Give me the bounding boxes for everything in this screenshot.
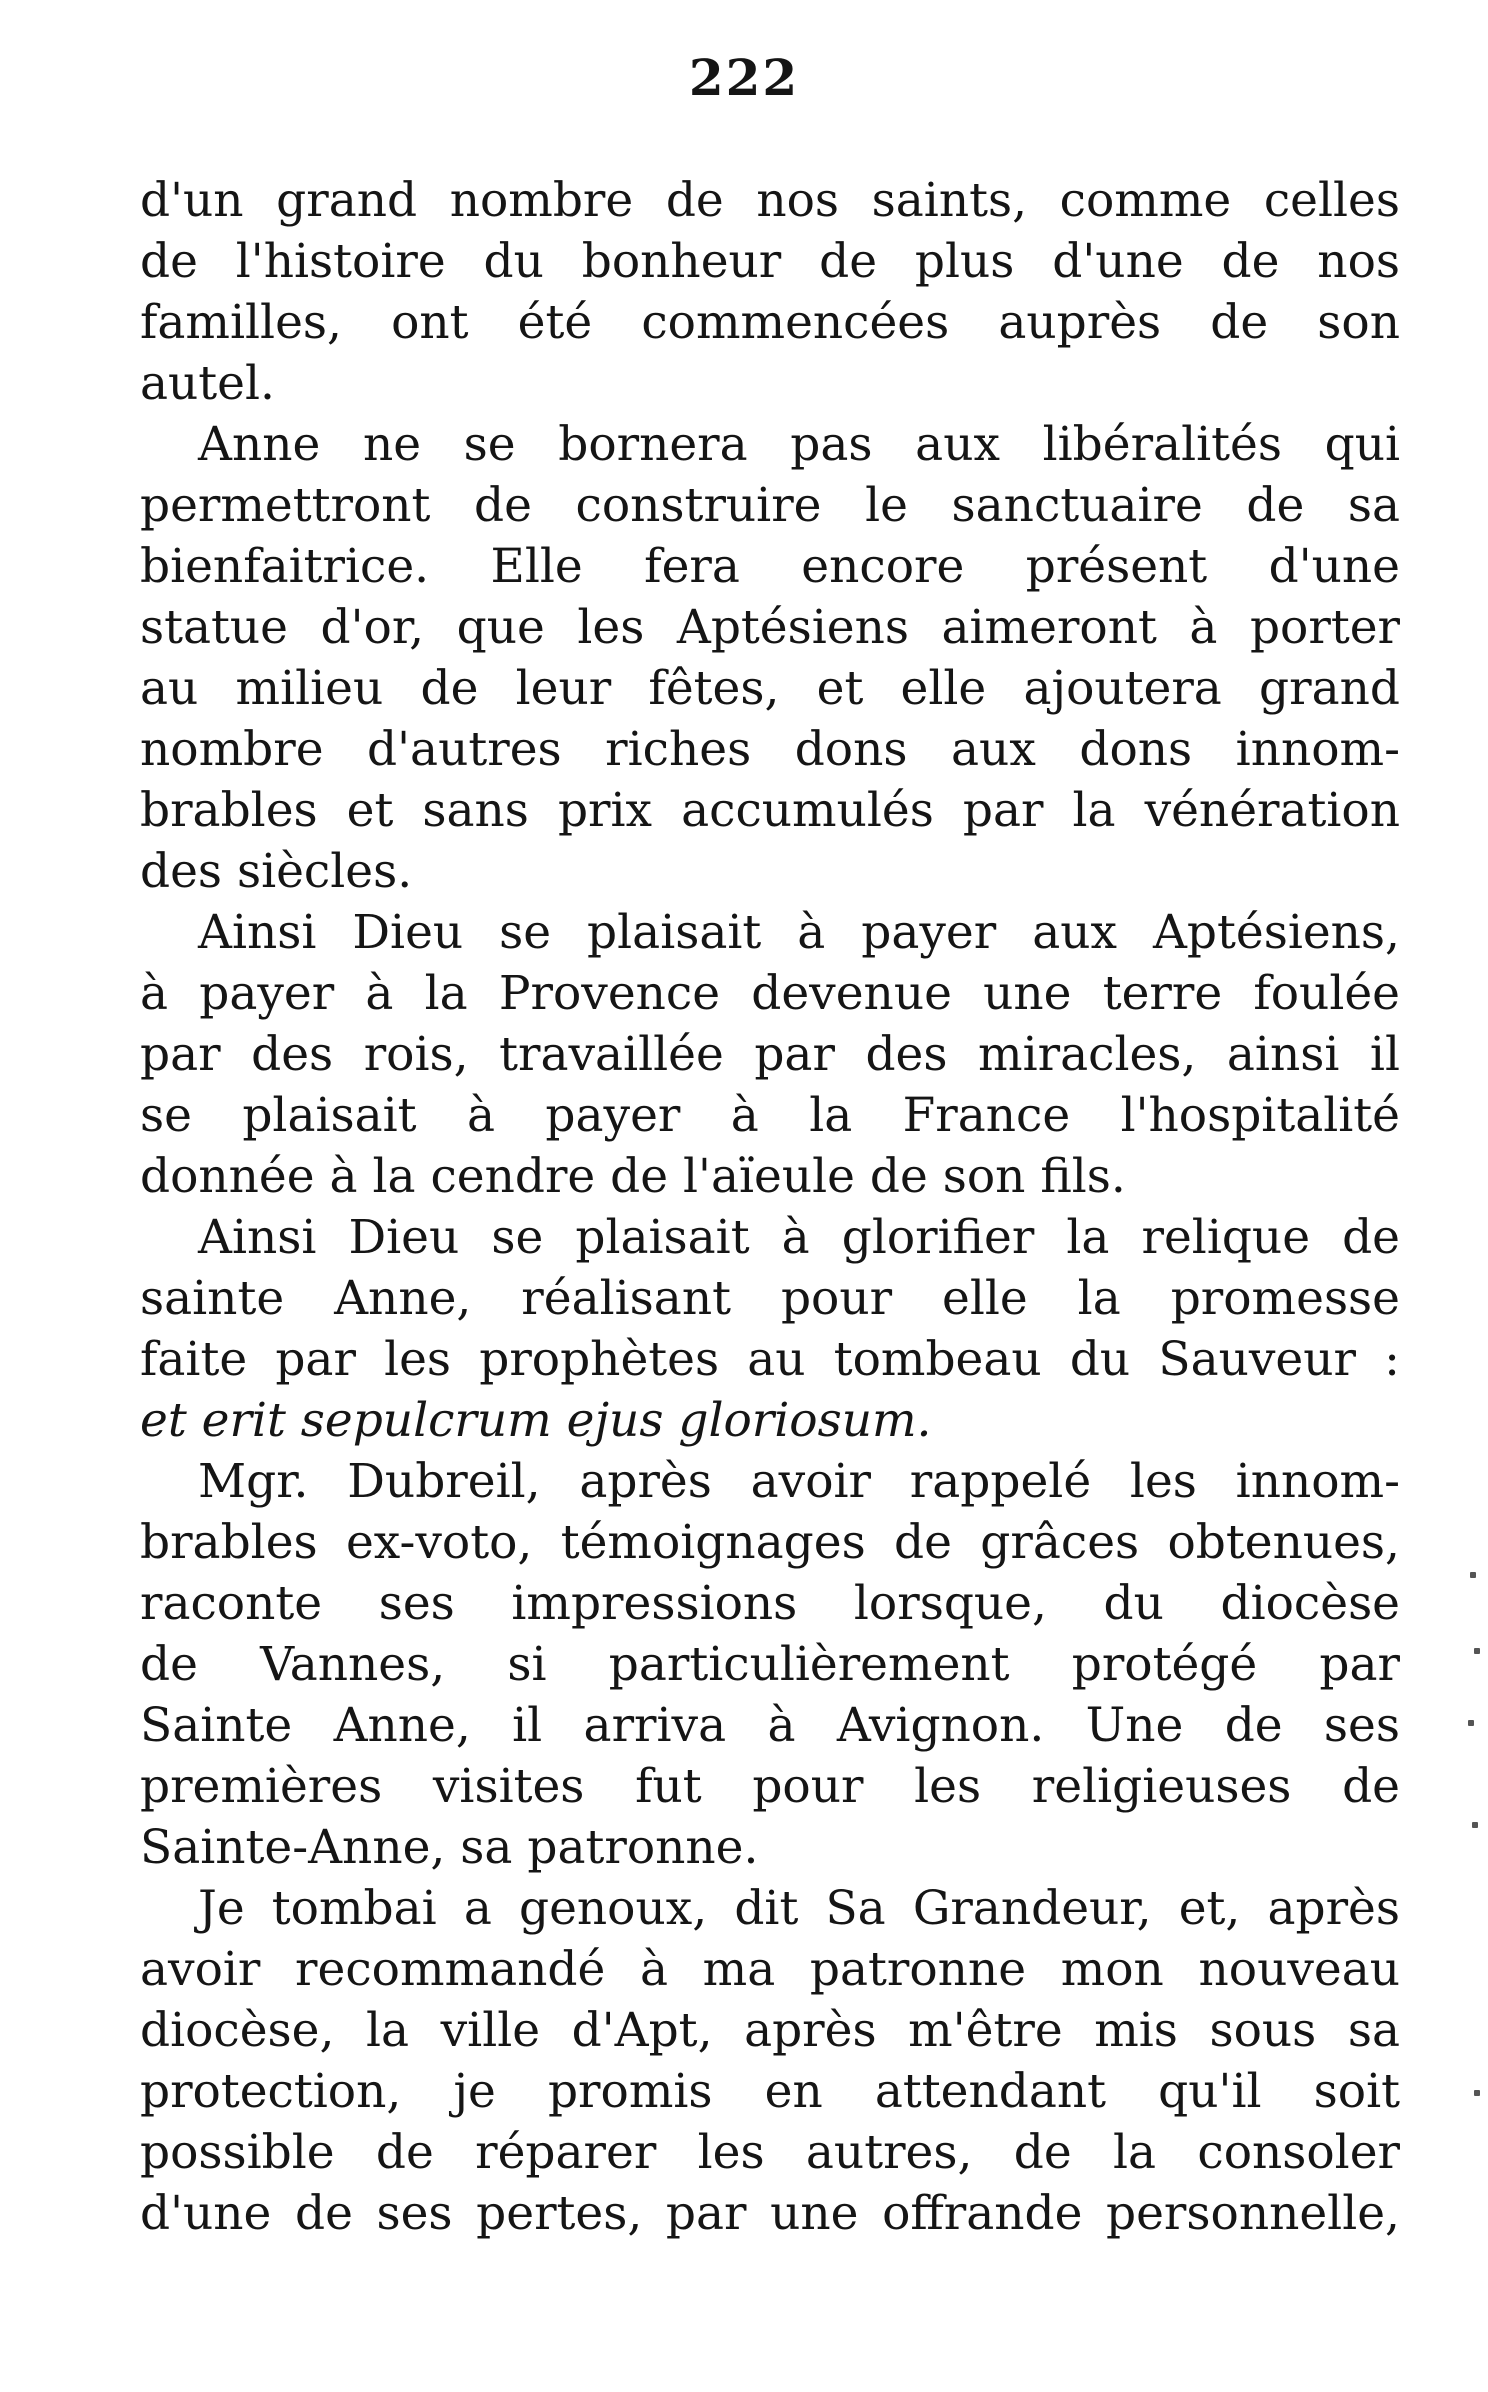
text-line: des siècles. [140, 844, 413, 899]
text-line: Je tombai a genoux, dit Sa Grandeur, et, après [198, 1881, 1400, 1936]
text-line: et erit sepulcrum ejus gloriosum. [140, 1393, 932, 1448]
text-line: brables et sans prix accumulés par la vénération [140, 783, 1400, 838]
margin-speck [1468, 1720, 1474, 1726]
text-line: Sainte Anne, il arriva à Avignon. Une de ses [140, 1698, 1400, 1753]
text-line: premières visites fut pour les religieuses de [140, 1759, 1400, 1814]
text-line: par des rois, travaillée par des miracles, ainsi il [140, 1027, 1400, 1082]
text-line: nombre d'autres riches dons aux dons innom- [140, 722, 1400, 777]
page-number: 222 [688, 48, 800, 107]
text-line: donnée à la cendre de l'aïeule de son fils. [140, 1149, 1126, 1204]
text-line: autel. [140, 356, 275, 411]
text-line: à payer à la Provence devenue une terre foulée [140, 966, 1400, 1021]
margin-speck [1470, 1572, 1476, 1578]
text-line: diocèse, la ville d'Apt, après m'être mis sous sa [140, 2003, 1400, 2058]
text-line: d'un grand nombre de nos saints, comme celles [140, 173, 1400, 228]
margin-speck [1474, 2090, 1480, 2096]
text-line: Ainsi Dieu se plaisait à payer aux Aptésiens, [198, 905, 1400, 960]
margin-speck [1474, 1648, 1480, 1654]
text-line: avoir recommandé à ma patronne mon nouveau [140, 1942, 1400, 1997]
text-line: statue d'or, que les Aptésiens aimeront à porter [140, 600, 1400, 655]
text-line: Ainsi Dieu se plaisait à glorifier la relique de [198, 1210, 1400, 1265]
text-line: protection, je promis en attendant qu'il soit [140, 2064, 1400, 2119]
text-line: sainte Anne, réalisant pour elle la promesse [140, 1271, 1400, 1326]
text-line: Mgr. Dubreil, après avoir rappelé les innom- [198, 1454, 1400, 1509]
text-line: bienfaitrice. Elle fera encore présent d'une [140, 539, 1400, 594]
text-line: faite par les prophètes au tombeau du Sauveur : [140, 1332, 1400, 1387]
text-line: Sainte-Anne, sa patronne. [140, 1820, 759, 1875]
text-line: de l'histoire du bonheur de plus d'une de nos [140, 234, 1400, 289]
text-line: d'une de ses pertes, par une offrande personnelle, [140, 2186, 1400, 2241]
text-line: raconte ses impressions lorsque, du diocèse [140, 1576, 1400, 1631]
text-line: se plaisait à payer à la France l'hospitalité [140, 1088, 1400, 1143]
text-line: brables ex-voto, témoignages de grâces obtenues, [140, 1515, 1400, 1570]
text-line: Anne ne se bornera pas aux libéralités qui [198, 417, 1400, 472]
margin-speck [1472, 1822, 1478, 1828]
text-line: familles, ont été commencées auprès de son [140, 295, 1400, 350]
text-line: de Vannes, si particulièrement protégé par [140, 1637, 1400, 1692]
text-line: possible de réparer les autres, de la consoler [140, 2125, 1400, 2180]
text-line: au milieu de leur fêtes, et elle ajoutera grand [140, 661, 1400, 716]
text-line: permettront de construire le sanctuaire de sa [140, 478, 1400, 533]
body-text [140, 170, 1400, 2244]
